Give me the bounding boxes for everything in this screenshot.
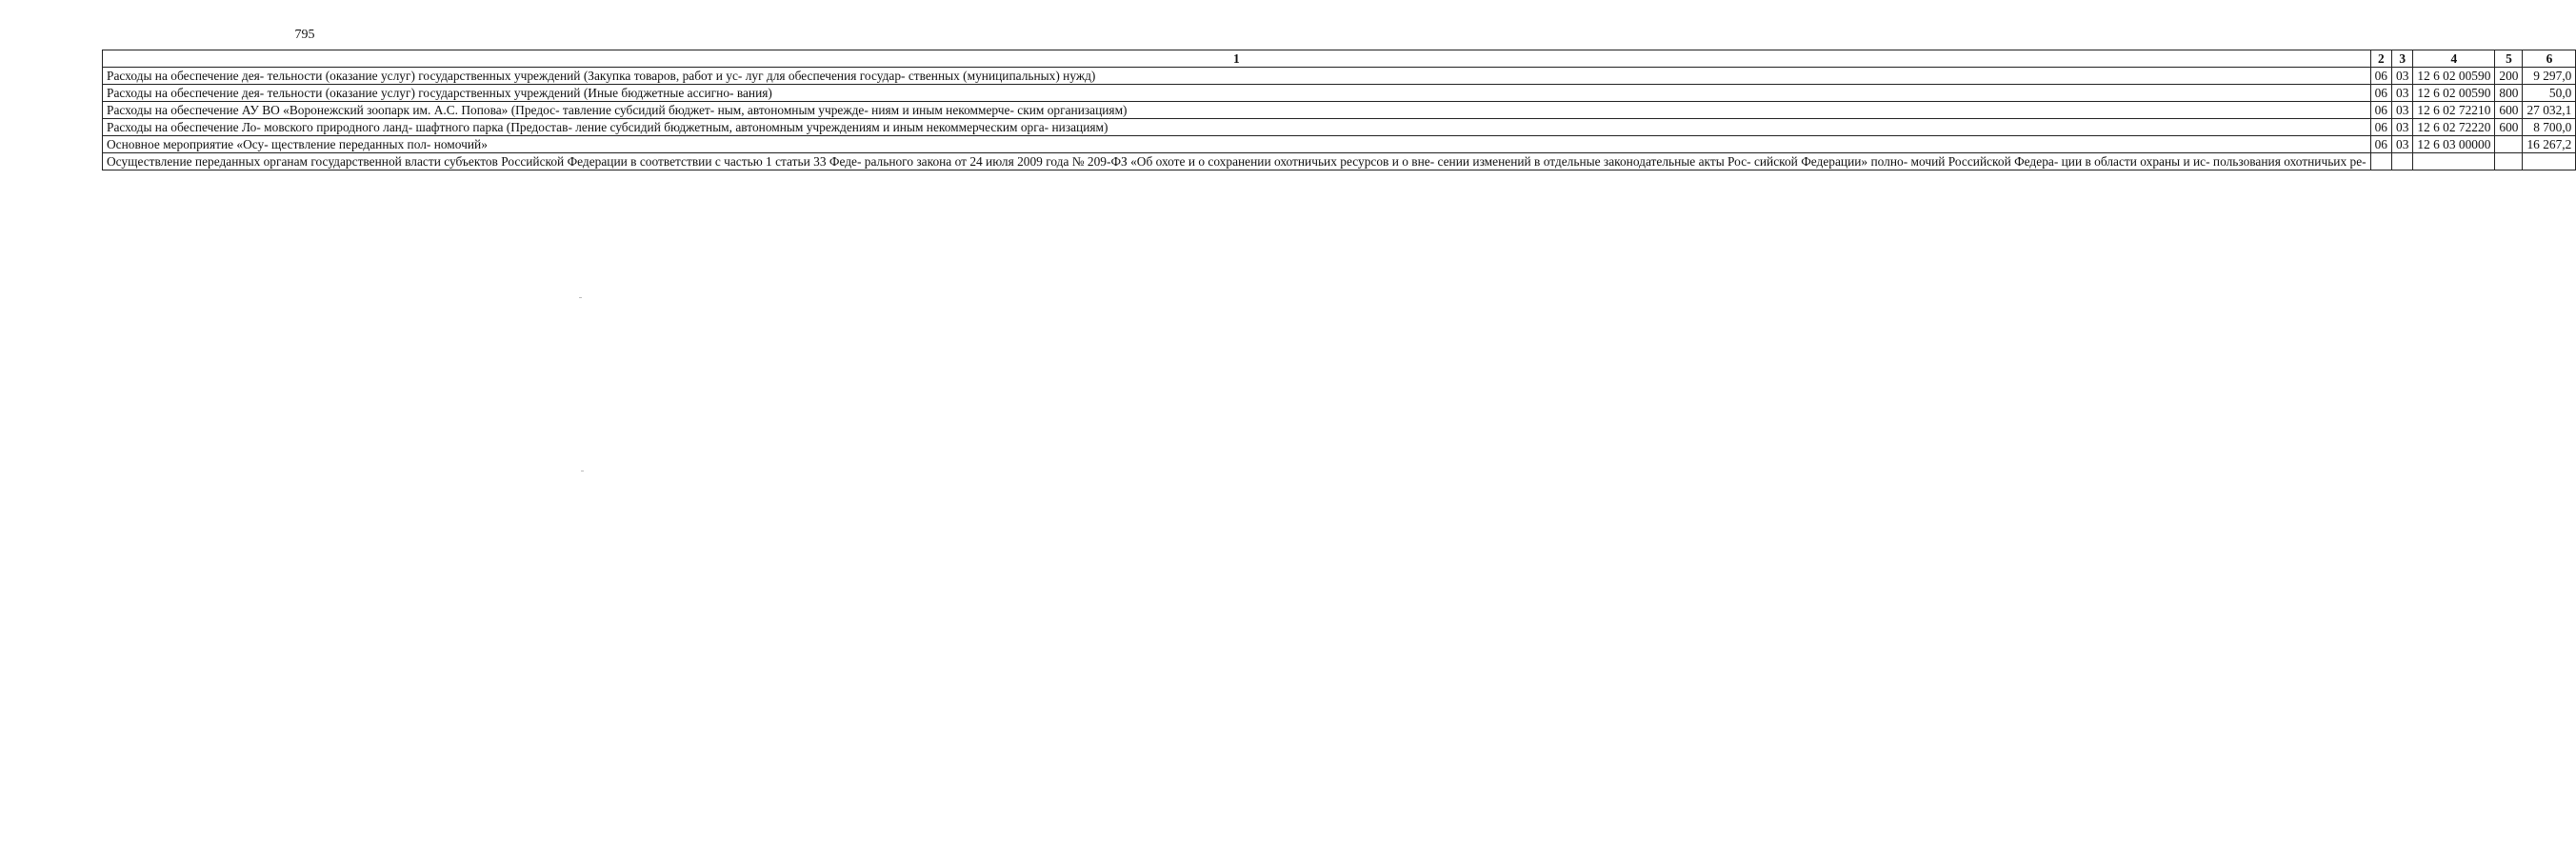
header-col-2: 2 [2370, 50, 2391, 68]
table-row [103, 136, 2576, 153]
header-col-6: 6 [2523, 50, 2576, 68]
row-2-target-article: 12 6 02 00590 [2413, 85, 2495, 102]
row-6-subsection [2392, 153, 2413, 170]
table-row [103, 68, 2576, 85]
row-4-name: Расходы на обеспечение Ло- мовского природного ланд- шафтного парка (Предостав- ление субсидий бюджетным, автономным учреждениям и иным некоммерческим орга- низациям) [103, 119, 2371, 136]
table-row [103, 102, 2576, 119]
header-col-3: 3 [2392, 50, 2413, 68]
row-3-name: Расходы на обеспечение АУ ВО «Воронежский зоопарк им. А.С. Попова» (Предос- тавление субсидий бюджет- ным, автономным учрежде- ниям и иным некоммерче- ским организациям) [103, 102, 2371, 119]
page-number: 795 [294, 28, 315, 42]
row-6-name: Осуществление переданных органам государственной власти субъектов Российской Федерации в соответствии с частью 1 статьи 33 Феде- рального закона от 24 июля 2009 года № 209-ФЗ «Об охоте и о сохранении охотничьих ресурсов и о вне- сении изменений в отдельные законодательные акты Рос- сийской Федерации» полно- мочий Российской Федера- ции в области охраны и ис- пользования охотничьих ре- [103, 153, 2371, 170]
row-6-expense-type [2495, 153, 2523, 170]
row-4-expense-type: 600 [2495, 119, 2523, 136]
row-1-expense-type: 200 [2495, 68, 2523, 85]
row-4-target-article: 12 6 02 72220 [2413, 119, 2495, 136]
row-1-section: 06 [2370, 68, 2391, 85]
scan-speck [579, 297, 582, 298]
row-5-amount: 16 267,2 [2523, 136, 2576, 153]
row-6-target-article [2413, 153, 2495, 170]
row-3-expense-type: 600 [2495, 102, 2523, 119]
row-2-amount: 50,0 [2523, 85, 2576, 102]
header-col-4: 4 [2413, 50, 2495, 68]
row-3-amount: 27 032,1 [2523, 102, 2576, 119]
row-3-target-article: 12 6 02 72210 [2413, 102, 2495, 119]
row-5-section: 06 [2370, 136, 2391, 153]
row-4-section: 06 [2370, 119, 2391, 136]
row-1-name: Расходы на обеспечение дея- тельности (оказание услуг) государственных учреждений (Закупка товаров, работ и ус- луг для обеспечения государ- ственных (муниципальных) нужд) [103, 68, 2371, 85]
row-4-amount: 8 700,0 [2523, 119, 2576, 136]
row-2-name: Расходы на обеспечение дея- тельности (оказание услуг) государственных учреждений (Иные бюджетные ассигно- вания) [103, 85, 2371, 102]
row-1-amount: 9 297,0 [2523, 68, 2576, 85]
row-4-subsection: 03 [2392, 119, 2413, 136]
budget-table [102, 50, 2576, 170]
row-2-subsection: 03 [2392, 85, 2413, 102]
row-5-subsection: 03 [2392, 136, 2413, 153]
row-5-expense-type [2495, 136, 2523, 153]
table-header-row [103, 50, 2576, 68]
row-2-expense-type: 800 [2495, 85, 2523, 102]
header-col-1: 1 [103, 50, 2371, 68]
row-5-name: Основное мероприятие «Осу- ществление переданных пол- номочий» [103, 136, 2371, 153]
row-5-target-article: 12 6 03 00000 [2413, 136, 2495, 153]
table-row [103, 153, 2576, 170]
table-row [103, 119, 2576, 136]
row-2-section: 06 [2370, 85, 2391, 102]
row-1-subsection: 03 [2392, 68, 2413, 85]
row-6-section [2370, 153, 2391, 170]
row-1-target-article: 12 6 02 00590 [2413, 68, 2495, 85]
table-row [103, 85, 2576, 102]
row-3-subsection: 03 [2392, 102, 2413, 119]
row-6-amount [2523, 153, 2576, 170]
row-3-section: 06 [2370, 102, 2391, 119]
header-col-5: 5 [2495, 50, 2523, 68]
